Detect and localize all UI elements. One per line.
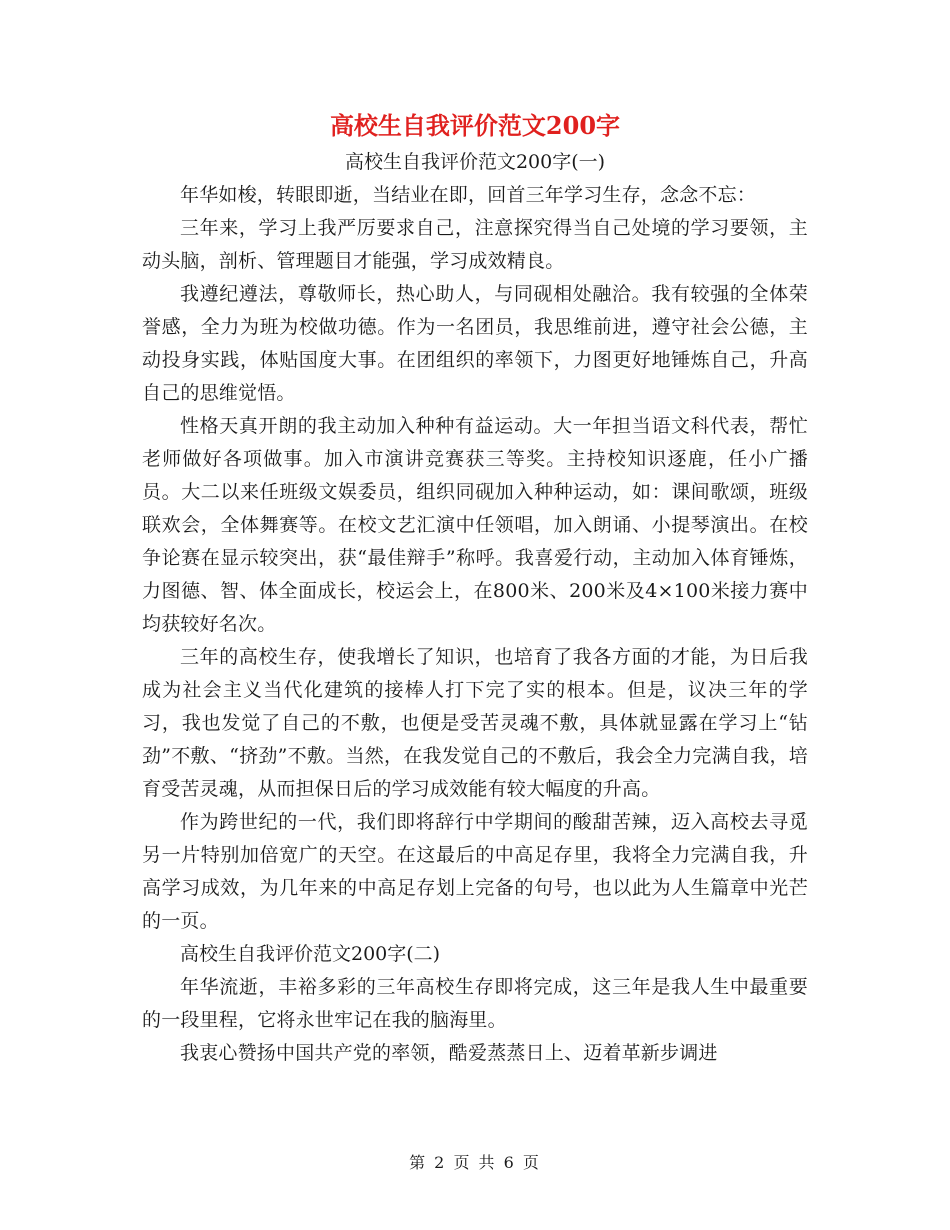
paragraph: 我衷心赞扬中国共产党的率领，酷爱蒸蒸日上、迈着革新步调进 [180,1042,718,1064]
paragraph: 性格天真开朗的我主动加入种种有益运动。大一年担当语文科代表，帮忙老师做好各项做事。加入市演讲竞赛获三等奖。主持校知识逐鹿，任小广播员。大二以来任班级文娱委员，组织同砚加入种种运动，如：课间歌颂，班级联欢会，全体舞赛等。在校文艺汇演中任领唱，加入朗诵、小提琴演出。在校争论赛在显示较突出，获“最佳辩手”称呼。我喜爱行动，主动加入体育锤炼，力图德、智、体全面成长，校运会上，在800米、200米及4×100米接力赛中均获较好名次。 [142,415,808,635]
paragraph: 三年来，学习上我严厉要求自己，注意探究得当自己处境的学习要领，主动头脑，剖析、管理题目才能强，学习成效精良。 [142,217,808,272]
paragraph: 我遵纪遵法，尊敬师长，热心助人，与同砚相处融洽。我有较强的全体荣誉感，全力为班为校做功德。作为一名团员，我思维前进，遵守社会公德，主动投身实践，体贴国度大事。在团组织的率领下，力图更好地锤炼自己，升高自己的思维觉悟。 [142,283,808,404]
document-body [142,106,808,1070]
document-title: 高校生自我评价范文200字 [329,111,621,140]
page-footer: 第 2 页 共 6 页 [409,1153,541,1172]
paragraph: 年华流逝，丰裕多彩的三年高校生存即将完成，这三年是我人生中最重要的一段里程，它将永世牢记在我的脑海里。 [142,976,808,1031]
paragraph: 三年的高校生存，使我增长了知识，也培育了我各方面的才能，为日后我成为社会主义当代化建筑的接棒人打下完了实的根本。但是，议决三年的学习，我也发觉了自己的不敷，也便是受苦灵魂不敷，具体就显露在学习上“钻劲”不敷、“挤劲”不敷。当然，在我发觉自己的不敷后，我会全力完满自我，培育受苦灵魂，从而担保日后的学习成效能有较大幅度的升高。 [142,646,808,800]
section-2-heading: 高校生自我评价范文200字(二) [180,943,441,965]
paragraph: 作为跨世纪的一代，我们即将辞行中学期间的酸甜苦辣，迈入高校去寻觅另一片特别加倍宽广的天空。在这最后的中高足存里，我将全力完满自我，升高学习成效，为几年来的中高足存划上完备的句号，也以此为人生篇章中光芒的一页。 [142,811,808,932]
paragraph: 年华如梭，转眼即逝，当结业在即，回首三年学习生存，念念不忘： [180,184,757,206]
section-1-heading: 高校生自我评价范文200字(一) [344,151,606,173]
